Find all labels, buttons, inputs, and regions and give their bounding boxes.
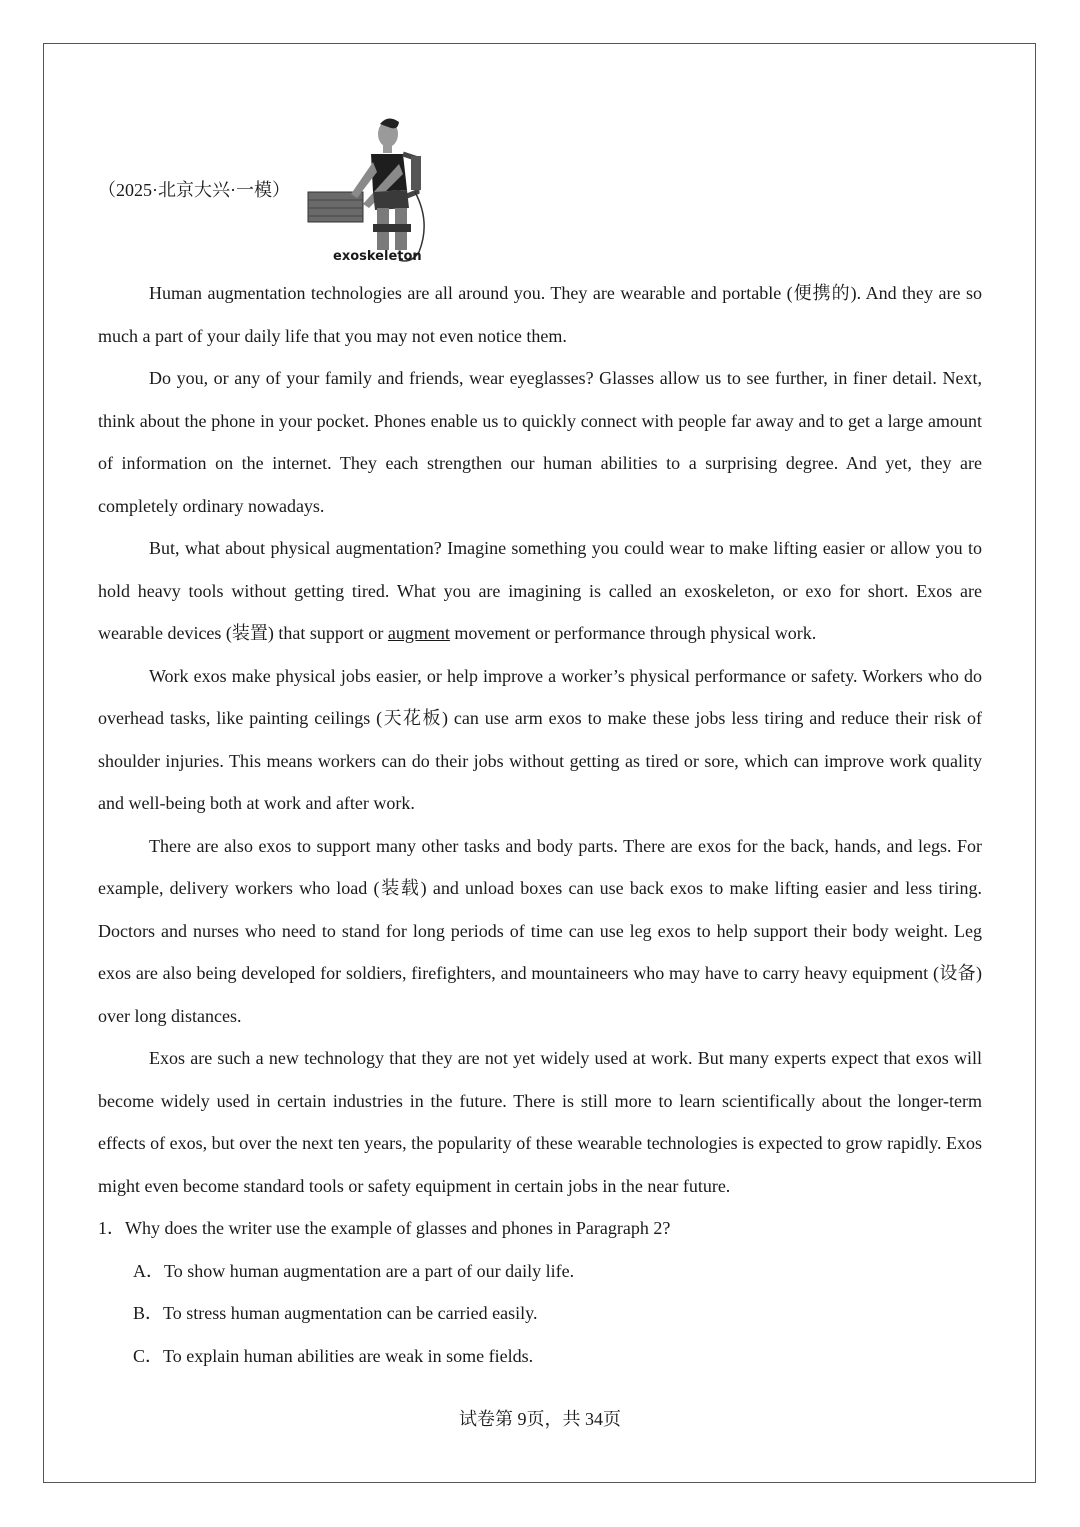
question-1 — [98, 1207, 982, 1377]
paragraph-3 — [98, 527, 982, 655]
reading-passage — [98, 272, 982, 1207]
page-footer: 试卷第 9页，共 34页 — [459, 1409, 621, 1429]
source-label: （2025·北京大兴·一模） — [98, 180, 290, 200]
figure-caption: exoskeleton — [333, 249, 422, 264]
option-c: C．To explain human abilities are weak in some fields. — [133, 1345, 534, 1366]
paragraph-2: Do you, or any of your family and friends, wear eyeglasses? Glasses allow us to see further, in finer detail. Next, think about the phone in your pocket. Phones enable us to quickly connect with people far away and to get a large amount of information on the internet. They each strengthen our human abilities to a surprising degree. And yet, they are completely ordinary nowadays. — [98, 368, 982, 516]
underlined-word: augment — [387, 623, 450, 643]
paragraph-1: Human augmentation technologies are all around you. They are wearable and portable (便携的). And they are so much a part of your daily life that you may not even notice them. — [98, 283, 982, 346]
paragraph-6: Exos are such a new technology that they are not yet widely used at work. But many experts expect that exos will become widely used in certain industries in the future. There is still more to learn scientifically about the longer-term effects of exos, but over the next ten years, the popularity of these wearable technologies is expected to grow rapidly. Exos might even become standard tools or safety equipment in certain jobs in the near future. — [98, 1048, 982, 1196]
option-b: B．To stress human augmentation can be carried easily. — [133, 1303, 538, 1323]
exoskeleton-photo-icon — [303, 112, 433, 267]
paragraph-3-after: movement or performance through physical work. — [449, 623, 817, 643]
paragraph-4: Work exos make physical jobs easier, or help improve a worker’s physical performance or safety. Workers who do overhead tasks, like painting ceilings (天花板) can use arm exos to make these jobs less tiring and reduce their risk of shoulder injuries. This means workers can do their jobs without getting as tired or sore, which can improve work quality and well-being both at work and after work. — [98, 665, 982, 813]
question-stem: 1．Why does the writer use the example of glasses and phones in Paragraph 2? — [98, 1218, 671, 1238]
paragraph-3-before: But, what about physical augmentation? Imagine something you could wear to make lifting easier or allow you to hold heavy tools without getting tired. What you are imagining is called an exoskeleton, or exo for short. Exos are wearable devices (装置) that support or — [98, 538, 982, 643]
option-a: A．To show human augmentation are a part of our daily life. — [133, 1260, 575, 1281]
paragraph-5: There are also exos to support many other tasks and body parts. There are exos for the back, hands, and legs. For example, delivery workers who load (装载) and unload boxes can use back exos to make lifting easier and less tiring. Doctors and nurses who need to stand for long periods of time can use leg exos to help support their body weight. Leg exos are also being developed for soldiers, firefighters, and mountaineers who may have to carry heavy equipment (设备) over long distances. — [98, 835, 982, 1026]
